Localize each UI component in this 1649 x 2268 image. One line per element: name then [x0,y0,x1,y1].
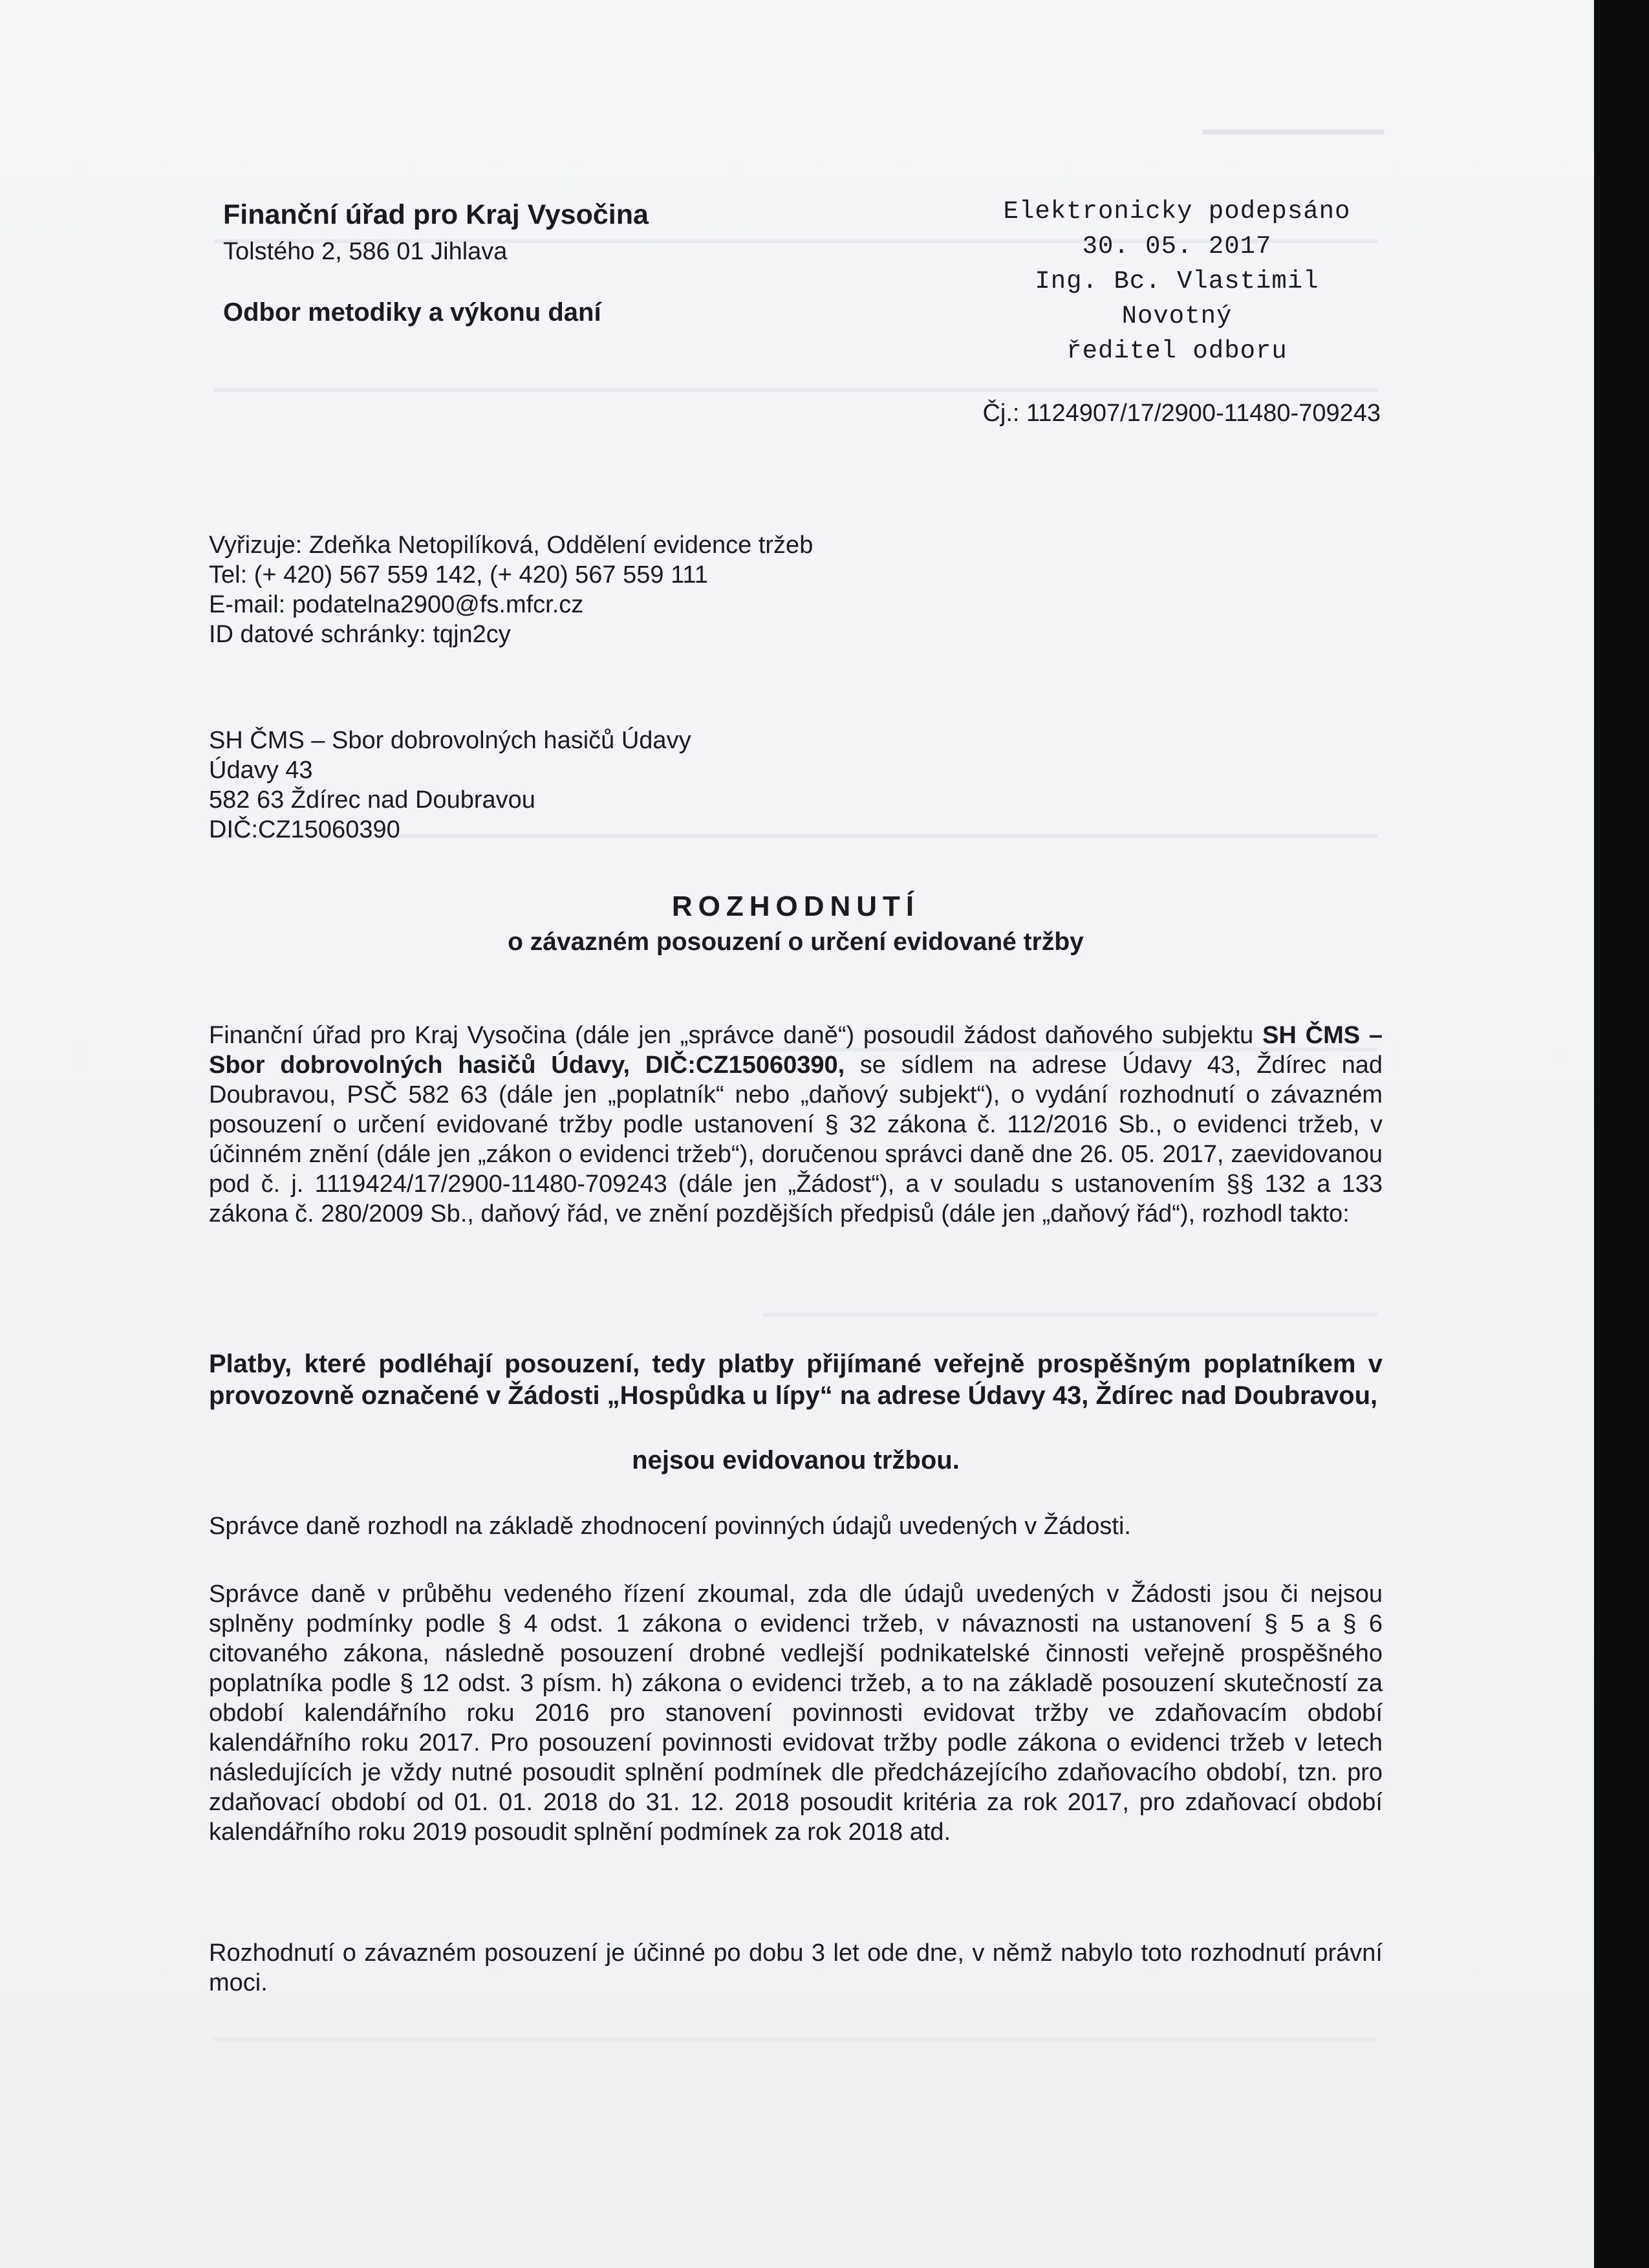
contact-databox: ID datové schránky: tqjn2cy [209,621,511,648]
decision-statement: Platby, které podléhají posouzení, tedy platby přijímané veřejně prospěšným poplatníkem v provozovně označené v Žádosti „Hospůdka u lípy“ na adrese Údavy 43, Ždírec nad Doubravou, [209,1350,1383,1410]
document-title [209,887,1383,958]
paragraph-reasoning: Správce daně v průběhu vedeného řízení zkoumal, zda dle údajů uvedených v Žádosti jsou či nejsou splněny podmínky podle § 4 odst. 1 zákona o evidenci tržeb, v návaznosti na ustanovení § 5 a § 6 citovaného zákona, následně posouzení drobné vedlejší podnikatelské činnosti veřejně prospěšného poplatníka podle § 12 odst. 3 písm. h) zákona o evidenci tržeb, a to na základě posouzení skutečností za období kalendářního roku 2016 pro stanovení povinnosti evidovat tržby ve zdaňovacím období kalendářního roku 2017. Pro posouzení povinnosti evidovat tržby podle zákona o evidenci tržeb v letech následujících je vždy nutné posoudit splnění podmínek dle předcházejícího zdaňovacího období, tzn. pro zdaňovací období od 01. 01. 2018 do 31. 12. 2018 posoudit kritéria za rok 2017, pro zdaňovací období kalendářního roku 2019 posoudit splnění podmínek za rok 2018 atd. [209,1581,1383,1846]
recipient-city: 582 63 Ždírec nad Doubravou [209,786,535,814]
signature-line: Elektronicky podepsáno [1003,197,1351,226]
paragraph-basis: Správce daně rozhodl na základě zhodnocení povinných údajů uvedených v Žádosti. [209,1513,1131,1540]
contact-email: E-mail: podatelna2900@fs.mfcr.cz [209,591,584,618]
decision-conclusion: nejsou evidovanou tržbou. [632,1446,960,1474]
contact-phone: Tel: (+ 420) 567 559 142, (+ 420) 567 559 111 [209,561,708,589]
signature-line: Novotný [1121,302,1233,330]
recipient-street: Údavy 43 [209,757,313,784]
paragraph-validity: Rozhodnutí o závazném posouzení je účinné po dobu 3 let ode dne, v němž nabylo toto rozhodnutí právní moci. [209,1939,1383,1996]
taxpayer-name-bold: SH ČMS – Sbor dobrovolných hasičů Údavy, DIČ:CZ15060390, [209,1022,1383,1079]
title-subtitle: o závazném posouzení o určení evidované tržby [508,928,1084,956]
paragraph-request [209,1021,1383,1229]
office-name: Finanční úřad pro Kraj Vysočina [223,199,649,230]
recipient-address [209,726,691,845]
title-main: ROZHODNUTÍ [671,891,920,922]
signature-line: ředitel odboru [1066,337,1288,365]
reference-number: Čj.: 1124907/17/2900-11480-709243 [982,400,1381,427]
contact-handler: Vyřizuje: Zdeňka Netopilíková, Oddělení evidence tržeb [209,532,814,559]
office-address: Tolstého 2, 586 01 Jihlava [223,238,508,265]
signature-line: Ing. Bc. Vlastimil [1035,267,1319,296]
contact-block [209,530,813,649]
signature-date: 30. 05. 2017 [1082,232,1272,261]
scan-border [1594,0,1649,2268]
paragraph-text: se sídlem na adrese Údavy 43, Ždírec nad Doubravou, PSČ 582 63 (dále jen „poplatník“ nebo „daňový subjekt“), o vydání rozhodnutí o závazném posouzení o určení evidované tržby podle ustanovení § 32 zákona č. 112/2016 Sb., o evidenci tržeb, v účinném znění (dále jen „zákon o evidenci tržeb“), doručenou správci daně dne 26. 05. 2017, zaevidovanou pod č. j. 1119424/17/2900-11480-709243 (dále jen „Žádost“), a v souladu s ustanovením §§ 132 a 133 zákona č. 280/2009 Sb., daňový řád, ve znění pozdějších předpisů (dále jen „daňový řád“), rozhodl takto: [209,1052,1383,1227]
paragraph-text: Finanční úřad pro Kraj Vysočina (dále jen „správce daně“) posoudil žádost daňového subjektu [209,1022,1263,1049]
electronic-signature-block [983,194,1371,369]
recipient-name: SH ČMS – Sbor dobrovolných hasičů Údavy [209,727,691,754]
department-name: Odbor metodiky a výkonu daní [223,298,601,327]
recipient-tax-id: DIČ:CZ15060390 [209,816,400,843]
